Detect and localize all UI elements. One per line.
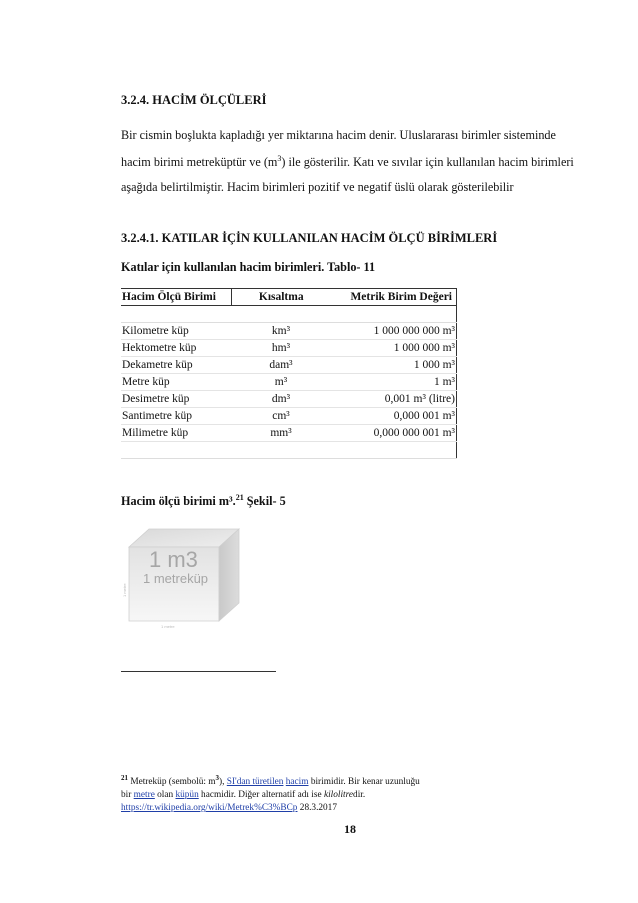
table-row xyxy=(121,425,457,442)
cell-value: 0,000 000 001 m³ xyxy=(331,425,457,442)
subsection-heading: 3.2.4.1. KATILAR İÇİN KULLANILAN HACİM ÖLÇÜ BİRİMLERİ xyxy=(121,231,498,245)
figure-caption-text: Hacim ölçü birimi m³. xyxy=(121,494,236,509)
cell-unit: Kilometre küp xyxy=(121,323,231,340)
cell-value: 0,001 m³ (litre) xyxy=(331,391,457,408)
cell-abbrev: dm³ xyxy=(231,391,331,408)
table-row xyxy=(121,408,457,425)
footnote-italic: kilolitre xyxy=(323,790,354,801)
header-abbrev: Kısaltma xyxy=(231,289,331,306)
cube-edge-label-side: 1 metre xyxy=(122,583,127,597)
paragraph-superscript: 3 xyxy=(277,154,282,164)
footnote-date: 28.3.2017 xyxy=(297,803,337,814)
footnote-text: ), xyxy=(219,777,227,788)
table-caption: Katılar için kullanılan hacim birimleri. Tablo- 11 xyxy=(121,260,376,274)
cell-unit: Desimetre küp xyxy=(121,391,231,408)
table-blank-row xyxy=(121,306,457,323)
cube-small-label: 1 metreküp xyxy=(143,571,209,586)
cube-big-label: 1 m3 xyxy=(149,547,198,572)
table-row xyxy=(121,374,457,391)
footnote-text: hacmidir. Diğer alternatif adı ise xyxy=(198,790,324,801)
table-blank-row xyxy=(121,442,457,459)
cell-unit: Metre küp xyxy=(121,374,231,391)
cell-unit: Dekametre küp xyxy=(121,357,231,374)
footnote-text: dir. xyxy=(353,790,366,801)
cell-value: 1 m³ xyxy=(331,374,457,391)
cell-abbrev: cm³ xyxy=(231,408,331,425)
cell-value: 1 000 000 m³ xyxy=(331,340,457,357)
cell-unit: Santimetre küp xyxy=(121,408,231,425)
table-row xyxy=(121,391,457,408)
figure-caption-footnote-ref: 21 xyxy=(235,493,244,502)
table-row xyxy=(121,357,457,374)
footnote-url-link[interactable]: https://tr.wikipedia.org/wiki/Metrek%C3%BCp xyxy=(121,803,298,814)
cell-value: 1 000 000 000 m³ xyxy=(331,323,457,340)
cell-abbrev: km³ xyxy=(231,323,331,340)
footnote-text: Metreküp (sembolü: m xyxy=(128,777,216,788)
footnote-link-hacim[interactable]: hacim xyxy=(285,777,309,788)
footnote-text: olan xyxy=(154,790,176,801)
header-unit: Hacim Ölçü Birimi xyxy=(121,289,231,306)
footnote-link-metre[interactable]: metre xyxy=(133,790,155,801)
footnote-number: 21 xyxy=(121,774,128,782)
table-row xyxy=(121,323,457,340)
cell-unit: Hektometre küp xyxy=(121,340,231,357)
volume-units-table xyxy=(121,288,457,459)
table-header-row xyxy=(121,289,457,306)
header-metric-value: Metrik Birim Değeri xyxy=(331,289,457,306)
page-number: 18 xyxy=(344,822,356,836)
footnote xyxy=(121,772,531,815)
footnote-link-si[interactable]: SI'dan türetilen xyxy=(226,777,284,788)
cell-abbrev: mm³ xyxy=(231,425,331,442)
cell-value: 0,000 001 m³ xyxy=(331,408,457,425)
footnote-separator xyxy=(121,671,276,672)
section-heading: 3.2.4. HACİM ÖLÇÜLERİ xyxy=(121,93,267,107)
intro-paragraph xyxy=(121,123,581,199)
cell-value: 1 000 m³ xyxy=(331,357,457,374)
paragraph-text-1: Bir cismin boşlukta kapladığı yer miktarına hacim denir. Uluslararası birimler sisteminde hacim birimi metreküptür ve (m xyxy=(121,128,556,170)
paragraph-text-2: ) ile gösterilir. Katı ve sıvılar için kullanılan hacim birimleri aşağıda belirtilmiştir. Hacim birimleri pozitif ve negatif üslü olarak gösterilebilir xyxy=(121,155,574,194)
footnote-text: birimidir. Bir kenar uzunluğu xyxy=(308,777,420,788)
cell-abbrev: dam³ xyxy=(231,357,331,374)
footnote-link-kup[interactable]: küpün xyxy=(175,790,199,801)
footnote-superscript: 3 xyxy=(215,774,220,782)
cell-abbrev: hm³ xyxy=(231,340,331,357)
figure-caption-suffix: Şekil- 5 xyxy=(243,494,286,509)
cell-unit: Milimetre küp xyxy=(121,425,231,442)
cube-illustration xyxy=(121,525,291,635)
figure-caption xyxy=(121,493,286,509)
footnote-text: bir xyxy=(121,790,134,801)
cube-edge-label-bottom: 1 metre xyxy=(161,624,175,629)
cell-abbrev: m³ xyxy=(231,374,331,391)
table-row xyxy=(121,340,457,357)
